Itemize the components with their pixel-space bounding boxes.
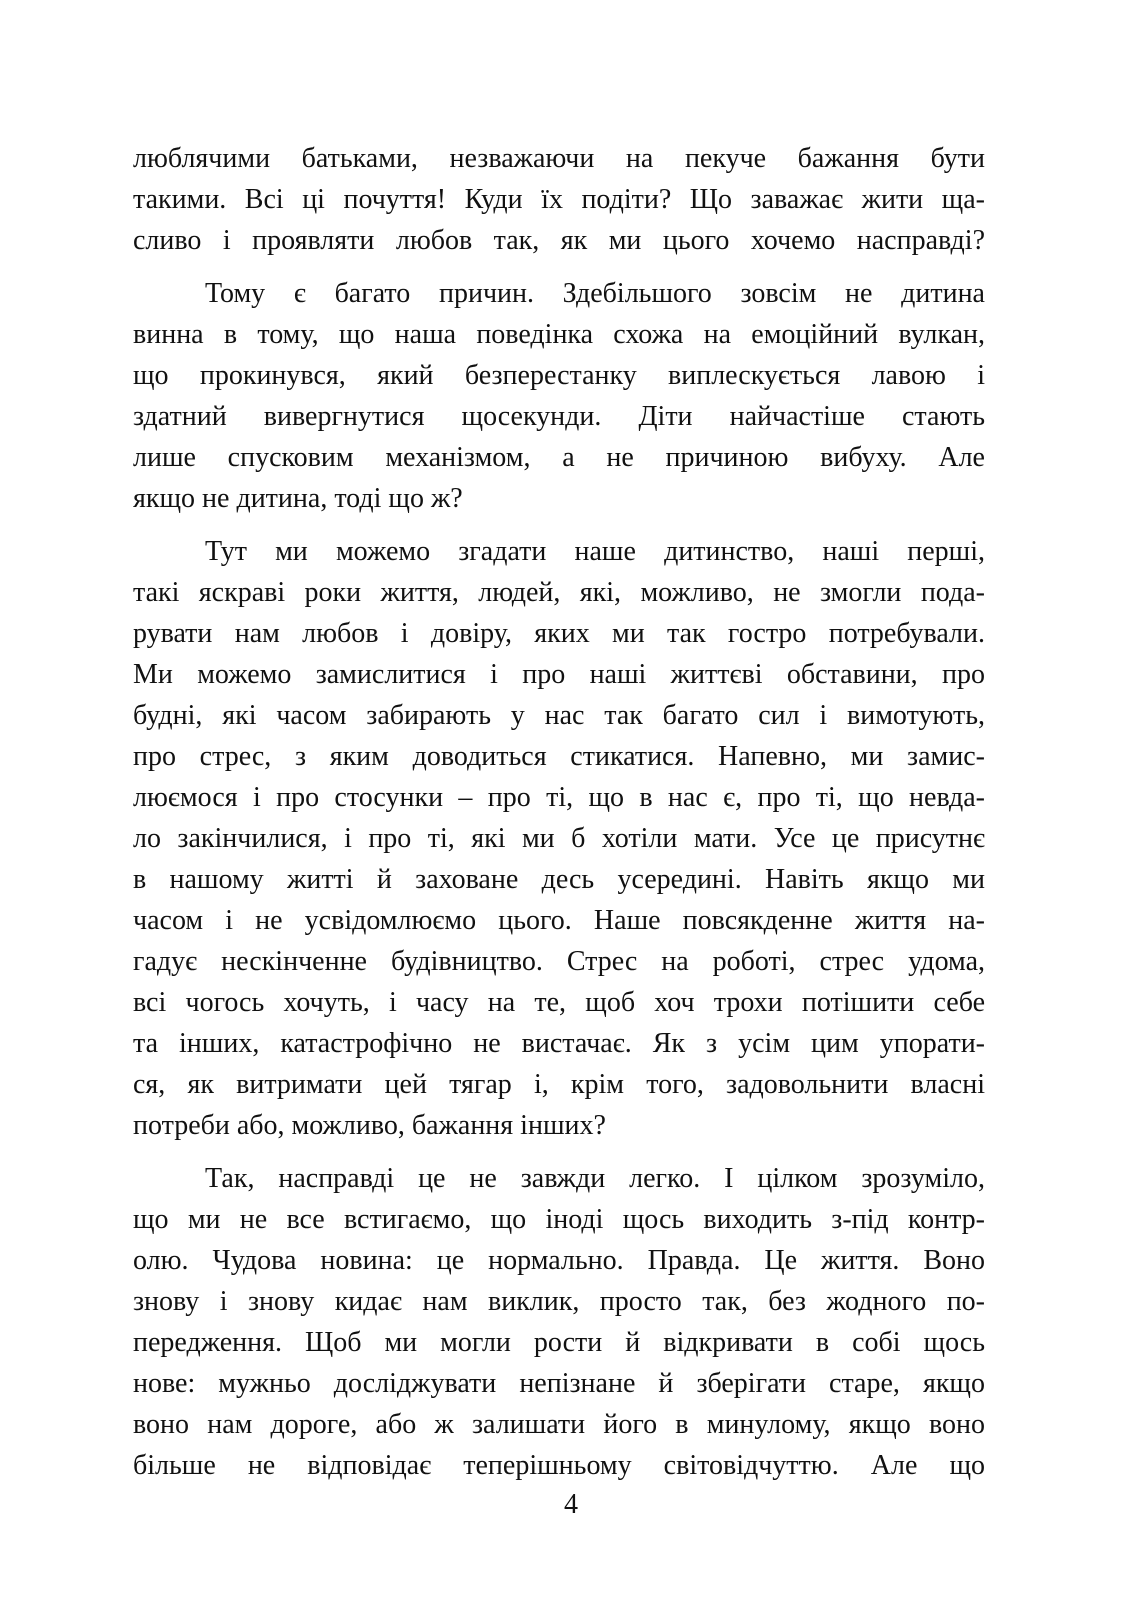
paragraph [133, 1158, 985, 1486]
text-line: що ми не все встигаємо, що іноді щось виходить з-під контр- [133, 1204, 985, 1235]
text-line: про стрес, з яким доводиться стикатися. Напевно, ми замис- [133, 741, 985, 772]
text-line: сливо і проявляти любов так, як ми цього хочемо насправді? [133, 225, 985, 256]
text-line: люємося і про стосунки – про ті, що в нас є, про ті, що невда- [133, 782, 985, 813]
text-line: якщо не дитина, тоді що ж? [133, 483, 463, 514]
text-line: ся, як витримати цей тягар і, крім того, задовольнити власні [133, 1069, 985, 1100]
text-line: гадує нескінченне будівництво. Стрес на роботі, стрес удома, [133, 946, 985, 977]
text-line: передження. Щоб ми могли рости й відкривати в собі щось [133, 1327, 985, 1358]
text-line: потреби або, можливо, бажання інших? [133, 1110, 606, 1141]
text-line: рувати нам любов і довіру, яких ми так гостро потребували. [133, 618, 985, 649]
paragraph [133, 138, 985, 261]
text-line: здатний вивергнутися щосекунди. Діти найчастіше стають [133, 401, 985, 432]
text-line: Так, насправді це не завжди легко. І цілком зрозуміло, [205, 1163, 985, 1194]
text-line: всі чогось хочуть, і часу на те, щоб хоч трохи потішити себе [133, 987, 985, 1018]
page-number: 4 [564, 1489, 578, 1520]
text-line: винна в тому, що наша поведінка схожа на емоційний вулкан, [133, 319, 985, 350]
text-line: ло закінчилися, і про ті, які ми б хотіли мати. Усе це присутнє [133, 823, 985, 854]
text-line: нове: мужньо досліджувати непізнане й зберігати старе, якщо [133, 1368, 985, 1399]
text-line: що прокинувся, який безперестанку виплескується лавою і [133, 360, 985, 391]
paragraph [133, 273, 985, 519]
text-line: люблячими батьками, незважаючи на пекуче бажання бути [133, 143, 985, 174]
text-line: знову і знову кидає нам виклик, просто так, без жодного по- [133, 1286, 985, 1317]
text-line: олю. Чудова новина: це нормально. Правда. Це життя. Воно [133, 1245, 985, 1276]
paragraph [133, 531, 985, 1146]
text-line: в нашому житті й заховане десь усередині. Навіть якщо ми [133, 864, 985, 895]
text-line: часом і не усвідомлюємо цього. Наше повсякденне життя на- [133, 905, 985, 936]
text-line: більше не відповідає теперішньому світовідчуттю. Але що [133, 1450, 985, 1481]
text-line: воно нам дороге, або ж залишати його в минулому, якщо воно [133, 1409, 985, 1440]
text-line: Тут ми можемо згадати наше дитинство, наші перші, [205, 536, 985, 567]
text-block [133, 138, 985, 1486]
text-line: Ми можемо замислитися і про наші життєві обставини, про [133, 659, 985, 690]
text-line: такими. Всі ці почуття! Куди їх подіти? Що заважає жити ща- [133, 184, 985, 215]
text-line: будні, які часом забирають у нас так багато сил і вимотують, [133, 700, 985, 731]
text-line: Тому є багато причин. Здебільшого зовсім не дитина [205, 278, 985, 309]
text-line: та інших, катастрофічно не вистачає. Як з усім цим упорати- [133, 1028, 985, 1059]
text-line: такі яскраві роки життя, людей, які, можливо, не змогли пода- [133, 577, 985, 608]
text-line: лише спусковим механізмом, а не причиною вибуху. Але [133, 442, 985, 473]
